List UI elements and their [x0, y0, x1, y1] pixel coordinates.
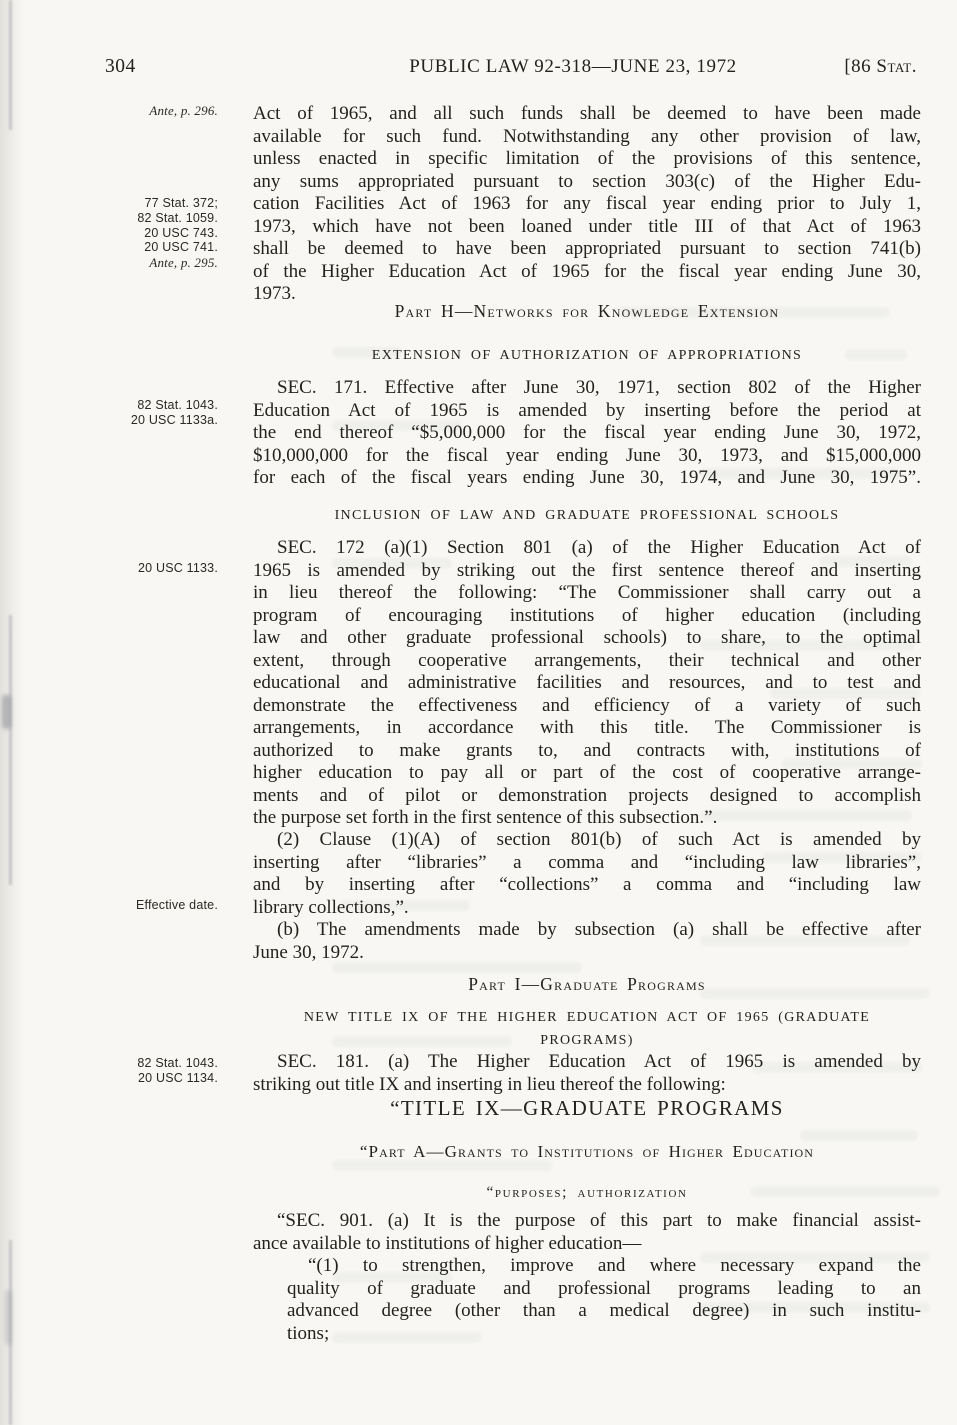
text-line: authorized to make grants to, and contracts with, institutions of — [253, 739, 921, 761]
text-line: unless enacted in specific limitation of the provisions of this sentence, — [253, 148, 921, 169]
text-line: advanced degree (other than a medical degree) in such institu- — [287, 1300, 921, 1321]
continuation-paragraph — [253, 103, 921, 306]
text-line: the purpose set forth in the first sentence of this subsection.”. — [253, 807, 718, 828]
text-line: program of encouraging institutions of higher education (including — [253, 604, 921, 626]
margin-note: 20 USC 1133. — [138, 561, 218, 575]
text-line: inserting after “libraries” a comma and “including law libraries”, — [253, 851, 921, 873]
text-line: SEC. 172 (a)(1) Section 801 (a) of the Higher Education Act of — [277, 537, 921, 558]
text-line: the end thereof “$5,000,000 for the fiscal year ending June 30, 1972, — [253, 422, 921, 443]
margin-note: 82 Stat. 1059. — [137, 211, 218, 225]
margin-note: 20 USC 741. — [144, 240, 218, 254]
section-172-paragraph — [253, 537, 921, 830]
text-line: ments and of pilot or demonstration projects designed to accomplish — [253, 784, 921, 806]
text-line: educational and administrative facilities and resources, and to test and — [253, 672, 921, 693]
text-line: 1973, which have not been loaned under title III of that Act of 1963 — [253, 215, 921, 237]
text-line: arrangements, in accordance with this title. The Commissioner is — [253, 717, 921, 738]
margin-note: 77 Stat. 372; — [144, 196, 218, 210]
text-line: tions; — [287, 1322, 330, 1344]
part-i-heading: Part I—Graduate Programs — [468, 974, 706, 994]
margin-note: 82 Stat. 1043. — [137, 398, 218, 412]
text-line: quality of graduate and professional programs leading to an — [287, 1277, 921, 1299]
text-line: available for such fund. Notwithstanding any other provision of law, — [253, 125, 921, 147]
text-line: library collections,”. — [253, 896, 409, 918]
text-line: striking out title IX and inserting in lieu thereof the following: — [253, 1073, 726, 1095]
text-line: demonstrate the effectiveness and efficiency of a variety of such — [253, 694, 921, 716]
text-line: “SEC. 901. (a) It is the purpose of this part to make financial assist- — [277, 1210, 921, 1231]
text-line: in lieu thereof the following: “The Commissioner shall carry out a — [253, 582, 921, 603]
text-line: any sums appropriated pursuant to section 303(c) of the Higher Edu- — [253, 170, 921, 192]
text-line: 1973. — [253, 283, 296, 304]
text-line: cation Facilities Act of 1963 for any fiscal year ending prior to July 1, — [253, 193, 921, 214]
page-number: 304 — [105, 56, 136, 77]
text-line: SEC. 181. (a) The Higher Education Act of 1965 is amended by — [277, 1051, 921, 1072]
item-1-paragraph — [253, 1255, 921, 1345]
new-title-ix-heading — [253, 1007, 921, 1052]
margin-note: Ante, p. 296. — [149, 103, 218, 118]
section-901-paragraph — [253, 1210, 921, 1255]
clause-2-paragraph — [253, 829, 921, 919]
text-line: higher education to pay all or part of the cost of cooperative arrange- — [253, 762, 921, 783]
margin-note: Ante, p. 295. — [149, 255, 218, 270]
margin-note: 82 Stat. 1043. — [137, 1056, 218, 1070]
text-line: PROGRAMS) — [540, 1032, 634, 1048]
margin-note: Effective date. — [136, 898, 218, 912]
text-line: SEC. 171. Effective after June 30, 1971, section 802 of the Higher — [277, 377, 921, 398]
text-line: shall be deemed to have been appropriated pursuant to section 741(b) — [253, 238, 921, 259]
part-h-heading: Part H—Networks for Knowledge Extension — [394, 301, 780, 321]
subsection-b-paragraph — [253, 919, 921, 964]
margin-note: 20 USC 743. — [144, 226, 218, 240]
extension-of-authorization-heading: EXTENSION OF AUTHORIZATION OF APPROPRIATIONS — [371, 348, 803, 363]
text-line: for each of the fiscal years ending June 30, 1974, and June 30, 1975”. — [253, 467, 921, 488]
running-header-stat-citation: [86 Stat. — [844, 56, 917, 77]
inclusion-heading: INCLUSION OF LAW AND GRADUATE PROFESSIONAL SCHOOLS — [334, 508, 840, 523]
text-line: 1965 is amended by striking out the first sentence thereof and inserting — [253, 559, 921, 581]
text-line: of the Higher Education Act of 1965 for the fiscal year ending June 30, — [253, 260, 921, 282]
text-line: law and other graduate professional schools) to share, to the optimal — [253, 627, 921, 648]
text-line: extent, through cooperative arrangements, their technical and other — [253, 649, 921, 671]
margin-note: 20 USC 1133a. — [130, 413, 218, 427]
running-header-title: PUBLIC LAW 92-318—JUNE 23, 1972 — [409, 56, 737, 77]
text-line: ance available to institutions of higher education— — [253, 1232, 642, 1254]
margin-note: 20 USC 1134. — [138, 1071, 218, 1085]
text-line: (b) The amendments made by subsection (a) shall be effective after — [277, 919, 921, 940]
text-line: NEW TITLE IX OF THE HIGHER EDUCATION ACT OF 1965 (GRADUATE — [303, 1010, 871, 1025]
section-171-paragraph — [253, 377, 921, 490]
text-line: “(1) to strengthen, improve and where necessary expand the — [308, 1255, 921, 1276]
text-line: June 30, 1972. — [253, 941, 364, 963]
text-line: Education Act of 1965 is amended by inserting before the period at — [253, 399, 921, 421]
text-line: (2) Clause (1)(A) of section 801(b) of such Act is amended by — [277, 829, 921, 850]
title-ix-graduate-programs-heading: “TITLE IX—GRADUATE PROGRAMS — [390, 1096, 784, 1120]
purposes-authorization-heading: “purposes; authorization — [486, 1184, 688, 1201]
text-line: $10,000,000 for the fiscal year ending June 30, 1973, and $15,000,000 — [253, 444, 921, 466]
text-line: Act of 1965, and all such funds shall be deemed to have been made — [253, 103, 921, 124]
section-181-paragraph — [253, 1051, 921, 1096]
text-line: and by inserting after “collections” a comma and “including law — [253, 874, 921, 895]
part-a-heading: “Part A—Grants to Institutions of Higher Education — [359, 1142, 815, 1161]
